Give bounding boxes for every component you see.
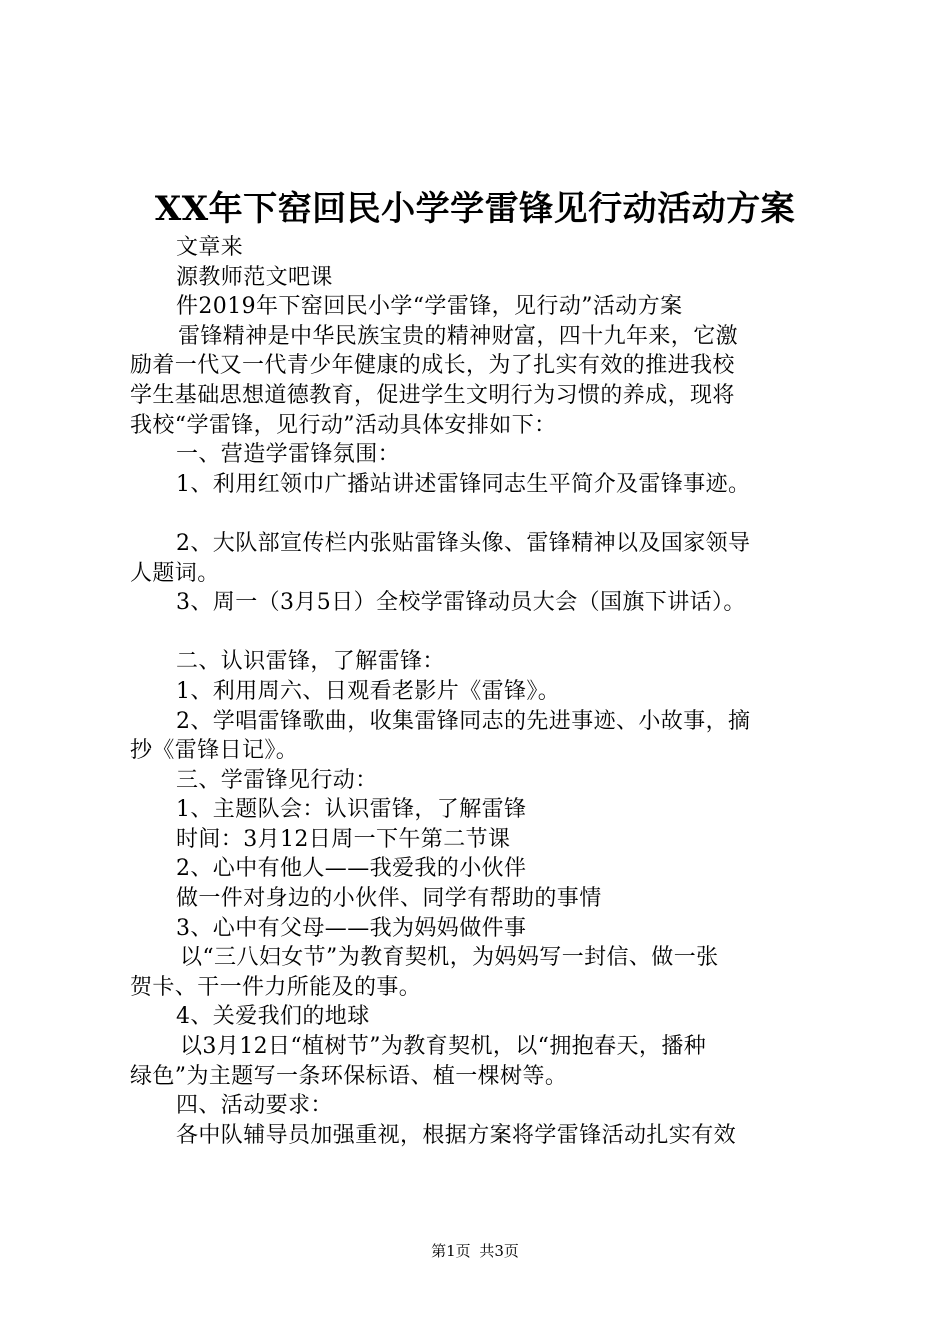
body-line-29: 绿色”为主题写一条环保标语、植一棵树等。 [130, 1063, 568, 1089]
blank-line [130, 499, 850, 529]
body-line-8: 一、营造学雷锋氛围： [176, 442, 401, 468]
page-footer [0, 1241, 950, 1261]
body-line-12: 人题词。 [130, 560, 220, 586]
body-line-6: 学生基础思想道德教育，促进学生文明行为习惯的养成，现将 [130, 382, 735, 408]
blank-line [130, 618, 850, 648]
page-title: XX年下窑回民小学学雷锋见行动活动方案 [154, 189, 796, 229]
body-line-24: 3、心中有父母——我为妈妈做件事 [176, 915, 527, 941]
body-line-17: 2、学唱雷锋歌曲，收集雷锋同志的先进事迹、小故事，摘 [176, 708, 751, 734]
body-line-18: 抄《雷锋日记》。 [130, 738, 299, 764]
body-line-27: 4、关爱我们的地球 [176, 1004, 370, 1030]
body-line-15: 二、认识雷锋，了解雷锋： [176, 649, 445, 675]
body-line-26: 贺卡、干一件力所能及的事。 [130, 974, 422, 1000]
body-line-30: 四、活动要求： [176, 1093, 333, 1119]
body-line-2: 源教师范文吧课 [176, 264, 333, 290]
body-line-21: 时间：3月12日周一下午第二节课 [176, 826, 511, 852]
page-number: 第1页 [431, 1242, 471, 1260]
body-line-20: 1、主题队会：认识雷锋，了解雷锋 [176, 797, 527, 823]
body-line-23: 做一件对身边的小伙伴、同学有帮助的事情 [176, 886, 602, 912]
body-line-16: 1、利用周六、日观看老影片《雷锋》。 [176, 678, 561, 704]
body-line-9: 1、利用红领巾广播站讲述雷锋同志生平简介及雷锋事迹。 [176, 471, 751, 497]
body-line-11: 2、大队部宣传栏内张贴雷锋头像、雷锋精神以及国家领导 [176, 530, 751, 556]
body-line-5: 励着一代又一代青少年健康的成长，为了扎实有效的推进我校 [130, 353, 735, 379]
body-line-19: 三、学雷锋见行动： [176, 767, 378, 793]
body-line-3: 件2019年下窑回民小学“学雷锋，见行动”活动方案 [176, 294, 683, 320]
body-line-4: 雷锋精神是中华民族宝贵的精神财富，四十九年来，它激 [178, 323, 739, 349]
body-line-28: 以3月12日“植树节”为教育契机，以“拥抱春天，播种 [180, 1034, 707, 1060]
body-line-25: 以“三八妇女节”为教育契机，为妈妈写一封信、做一张 [180, 945, 719, 971]
body-line-1: 文章来 [176, 235, 244, 260]
document-body [130, 233, 850, 1150]
body-line-13: 3、周一（3月5日）全校学雷锋动员大会（国旗下讲话）。 [176, 590, 746, 616]
page-total: 共3页 [479, 1242, 519, 1260]
body-line-7: 我校“学雷锋，见行动”活动具体安排如下： [130, 412, 557, 438]
body-line-31: 各中队辅导员加强重视，根据方案将学雷锋活动扎实有效 [176, 1122, 737, 1148]
body-line-22: 2、心中有他人——我爱我的小伙伴 [176, 856, 527, 882]
